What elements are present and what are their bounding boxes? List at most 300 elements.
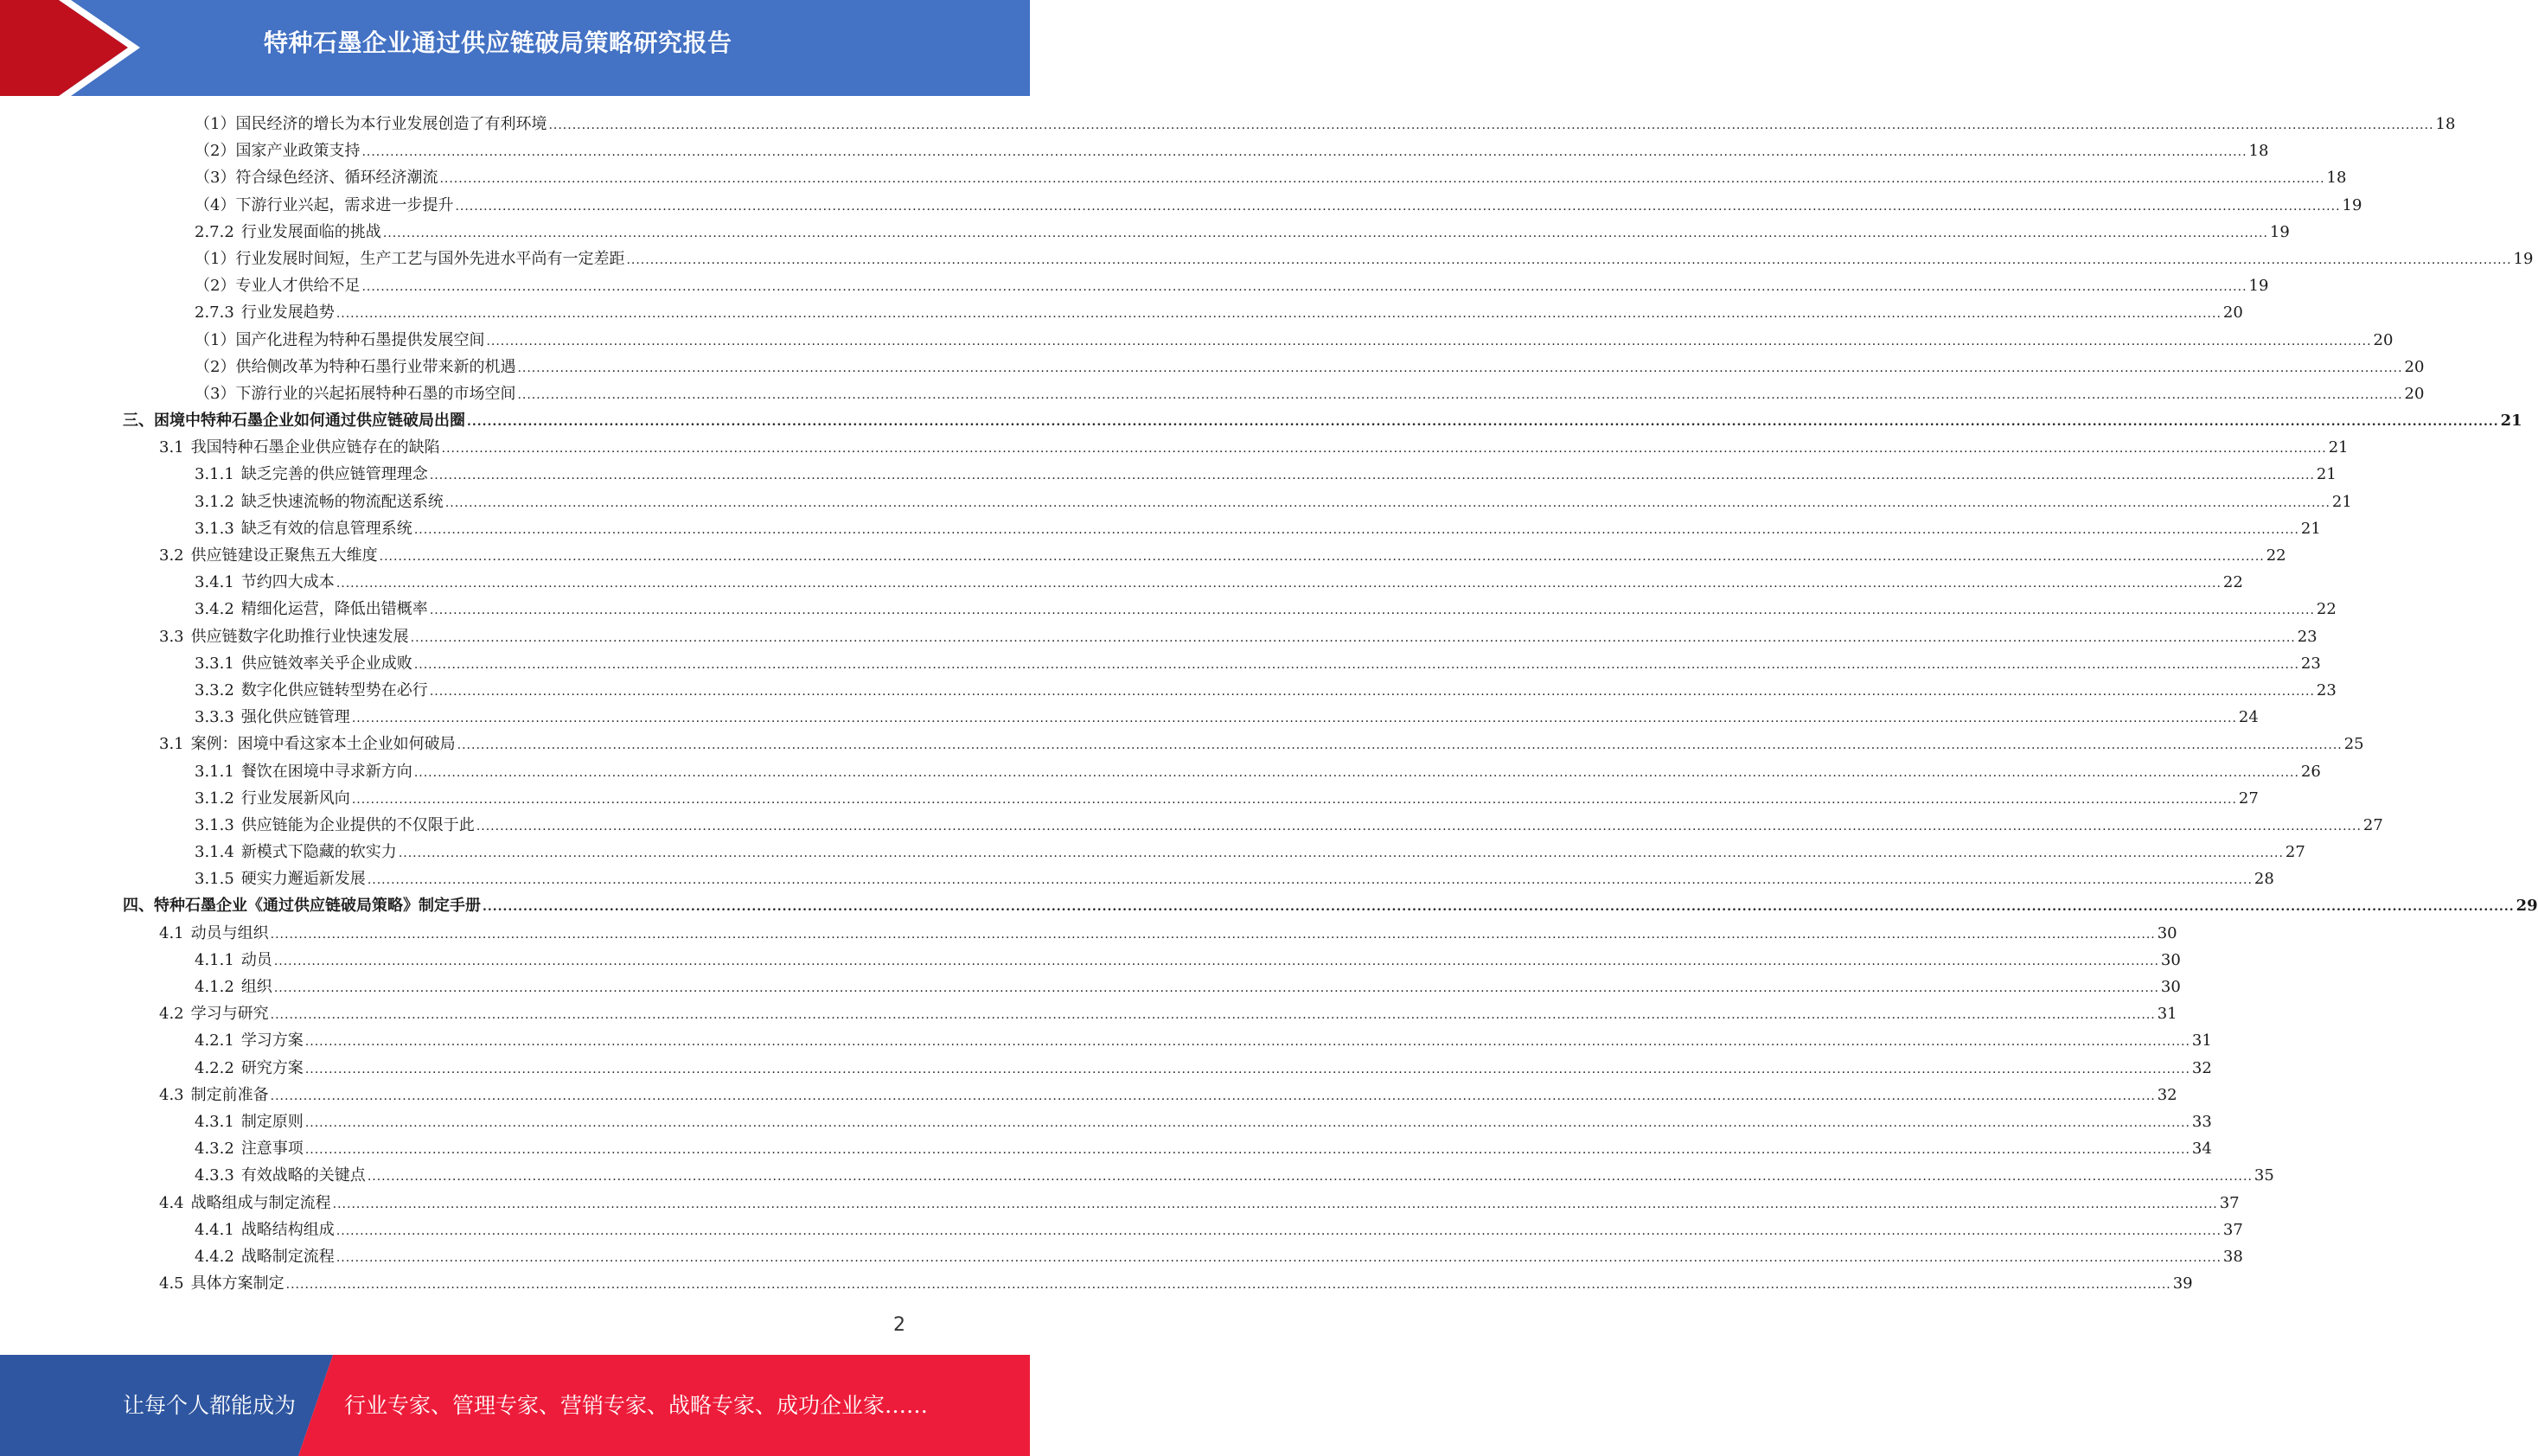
- toc-entry-number: 4.3.3: [195, 1166, 234, 1185]
- footer-slogan-right: 行业专家、管理专家、营销专家、战略专家、成功企业家……: [344, 1393, 929, 1418]
- toc-entry-line: [159, 542, 2286, 571]
- toc-entry-page: 33: [2191, 1112, 2212, 1131]
- toc-dot-leader: ................................................................................................................................................................................................................................................................................................................................................................................................................: [304, 1062, 2190, 1076]
- toc-entry[interactable]: [0, 111, 2456, 137]
- toc-entry-number: 3.1: [159, 735, 184, 754]
- toc-entry-page: 21: [2300, 519, 2321, 538]
- toc-entry-page: 27: [2238, 789, 2259, 808]
- toc-entry-label: [159, 920, 269, 947]
- toc-dot-leader: ................................................................................................................................................................................................................................................................................................................................................................................................................: [548, 118, 2434, 132]
- toc-entry-label: [123, 407, 465, 434]
- toc-dot-leader: ................................................................................................................................................................................................................................................................................................................................................................................................................: [398, 846, 2284, 861]
- toc-entry[interactable]: [0, 1270, 2193, 1297]
- toc-entry[interactable]: [0, 1162, 2274, 1189]
- toc-dot-leader: ................................................................................................................................................................................................................................................................................................................................................................................................................: [626, 252, 2512, 267]
- toc-dot-leader: ................................................................................................................................................................................................................................................................................................................................................................................................................: [429, 684, 2315, 699]
- toc-entry[interactable]: [0, 380, 2425, 407]
- toc-entry-number: 3.1.5: [195, 870, 234, 889]
- toc-entry[interactable]: [0, 785, 2259, 812]
- toc-entry-line: [195, 1217, 2243, 1245]
- toc-entry-line: [195, 164, 2347, 193]
- toc-entry-line: [195, 219, 2290, 247]
- toc-entry-label: [195, 865, 366, 892]
- toc-entry-label: [195, 677, 428, 704]
- toc-entry-label: [195, 785, 350, 812]
- document-title: 特种石墨企业通过供应链破局策略研究报告: [264, 29, 732, 57]
- toc-entry-title: 战略制定流程: [240, 1247, 335, 1266]
- toc-entry[interactable]: [0, 731, 2364, 757]
- toc-entry-number: 4.2.1: [195, 1031, 234, 1050]
- toc-entry-title: （3）符合绿色经济、循环经济潮流: [195, 169, 438, 188]
- toc-entry-label: [195, 758, 412, 785]
- toc-entry[interactable]: [0, 1243, 2243, 1270]
- toc-entry-page: 29: [2516, 897, 2538, 916]
- toc-entry-title: （2）专业人才供给不足: [195, 277, 361, 296]
- toc-entry-page: 30: [2160, 950, 2181, 969]
- toc-entry-title: 缺乏完善的供应链管理理念: [240, 465, 428, 484]
- toc-entry-label: [195, 1055, 304, 1082]
- toc-entry-label: [195, 489, 444, 515]
- toc-entry[interactable]: [0, 1082, 2177, 1108]
- toc-entry[interactable]: [0, 272, 2269, 299]
- toc-entry-title: 供应链建设正聚焦五大维度: [190, 546, 378, 565]
- toc-entry-page: 22: [2316, 600, 2337, 619]
- toc-entry-page: 38: [2222, 1247, 2243, 1266]
- toc-entry-title: （2）国家产业政策支持: [195, 142, 361, 161]
- toc-entry-number: 3.1.4: [195, 843, 234, 862]
- toc-entry-label: [195, 192, 453, 219]
- toc-entry-line: [159, 731, 2364, 759]
- toc-entry-number: 3.1.1: [195, 762, 234, 781]
- toc-entry[interactable]: [0, 164, 2347, 191]
- toc-entry-line: [195, 1243, 2243, 1272]
- toc-entry-number: 4.4: [159, 1193, 184, 1212]
- toc-entry-title: 精细化运营，降低出错概率: [240, 600, 428, 619]
- toc-entry-page: 20: [2404, 384, 2425, 403]
- toc-dot-leader: ................................................................................................................................................................................................................................................................................................................................................................................................................: [379, 550, 2265, 564]
- toc-entry[interactable]: [0, 758, 2321, 785]
- toc-entry-number: 4.3.2: [195, 1140, 234, 1159]
- toc-entry-number: 3.3.1: [195, 654, 234, 673]
- toc-entry-page: 21: [2500, 412, 2522, 431]
- toc-entry-label: [159, 542, 378, 569]
- toc-entry-page: 32: [2191, 1058, 2212, 1077]
- toc-dot-leader: ................................................................................................................................................................................................................................................................................................................................................................................................................: [270, 927, 2156, 942]
- toc-entry-number: 3.1.3: [195, 815, 234, 834]
- toc-entry[interactable]: [0, 650, 2321, 677]
- toc-entry[interactable]: [0, 974, 2181, 1000]
- toc-entry-line: [195, 299, 2243, 328]
- toc-entry-title: 研究方案: [240, 1058, 304, 1077]
- toc-dot-leader: ................................................................................................................................................................................................................................................................................................................................................................................................................: [429, 603, 2315, 618]
- toc-entry-label: [195, 974, 272, 1000]
- toc-entry-line: [159, 623, 2317, 652]
- toc-entry-title: 行业发展新风向: [240, 789, 350, 808]
- toc-entry-number: 4.2.2: [195, 1058, 234, 1077]
- toc-entry[interactable]: [0, 1000, 2177, 1027]
- toc-entry[interactable]: [0, 299, 2243, 326]
- toc-entry-label: [195, 219, 381, 246]
- toc-entry[interactable]: [0, 515, 2321, 542]
- toc-dot-leader: ................................................................................................................................................................................................................................................................................................................................................................................................................: [455, 199, 2341, 214]
- toc-entry-number: 3.3.2: [195, 680, 234, 699]
- toc-entry-line: [195, 192, 2362, 220]
- toc-entry-page: 37: [2219, 1193, 2240, 1212]
- page-number: 2: [893, 1314, 905, 1336]
- toc-entry-number: 4.1.1: [195, 950, 234, 969]
- toc-entry-title: 注意事项: [240, 1140, 304, 1159]
- toc-entry-page: 24: [2238, 708, 2259, 727]
- toc-entry-number: 3.2: [159, 546, 184, 565]
- toc-entry-number: 4.3: [159, 1085, 184, 1104]
- toc-entry-page: 23: [2300, 654, 2321, 673]
- toc-entry-line: [195, 111, 2456, 139]
- toc-entry-number: 3.4.1: [195, 573, 234, 592]
- toc-entry-title: 具体方案制定: [190, 1274, 284, 1293]
- toc-entry-line: [195, 947, 2181, 975]
- toc-entry-page: 31: [2191, 1031, 2212, 1050]
- toc-entry-line: [195, 489, 2352, 517]
- toc-entry[interactable]: [0, 947, 2181, 974]
- toc-dot-leader: ................................................................................................................................................................................................................................................................................................................................................................................................................: [439, 172, 2325, 187]
- toc-dot-leader: ................................................................................................................................................................................................................................................................................................................................................................................................................: [413, 657, 2299, 672]
- toc-dot-leader: ................................................................................................................................................................................................................................................................................................................................................................................................................: [441, 442, 2327, 457]
- toc-entry-line: [159, 1000, 2177, 1029]
- toc-dot-leader: ................................................................................................................................................................................................................................................................................................................................................................................................................: [351, 712, 2237, 726]
- toc-entry-label: [195, 461, 428, 488]
- toc-entry-title: （1）国民经济的增长为本行业发展创造了有利环境: [195, 115, 547, 133]
- toc-entry-page: 20: [2404, 357, 2425, 376]
- toc-entry-title: 三、困境中特种石墨企业如何通过供应链破局出圈: [123, 412, 465, 431]
- toc-entry-page: 37: [2222, 1220, 2243, 1239]
- toc-entry-title: 供应链数字化助推行业快速发展: [190, 627, 409, 646]
- toc-entry-line: [159, 1270, 2193, 1299]
- toc-entry-label: [159, 1082, 269, 1108]
- toc-entry-line: [195, 1135, 2212, 1164]
- toc-entry-label: [195, 1243, 335, 1270]
- toc-entry-label: [195, 515, 412, 542]
- toc-entry-line: [159, 1190, 2240, 1218]
- page-header: [0, 0, 1030, 96]
- toc-entry-label: [195, 1027, 304, 1054]
- toc-entry[interactable]: [0, 137, 2269, 164]
- toc-entry-number: 4.2: [159, 1005, 184, 1024]
- toc-dot-leader: ................................................................................................................................................................................................................................................................................................................................................................................................................: [361, 280, 2247, 295]
- table-of-contents: [0, 111, 2538, 1297]
- toc-entry-line: [195, 1027, 2212, 1056]
- toc-entry-title: 组织: [240, 978, 272, 996]
- toc-dot-leader: ................................................................................................................................................................................................................................................................................................................................................................................................................: [273, 981, 2159, 995]
- toc-entry-label: [195, 1108, 304, 1135]
- toc-entry[interactable]: [0, 839, 2305, 865]
- toc-entry-page: 21: [2331, 492, 2352, 511]
- toc-entry-number: 3.1.1: [195, 465, 234, 484]
- toc-dot-leader: ................................................................................................................................................................................................................................................................................................................................................................................................................: [382, 226, 2268, 240]
- page-footer: [0, 1355, 1030, 1456]
- toc-entry-page: 22: [2266, 546, 2286, 565]
- toc-entry[interactable]: [0, 219, 2290, 246]
- toc-entry[interactable]: [0, 865, 2274, 892]
- toc-entry-line: [195, 785, 2259, 814]
- toc-entry-page: 18: [2326, 169, 2347, 188]
- toc-entry-line: [195, 974, 2181, 1002]
- toc-entry-line: [195, 354, 2425, 382]
- toc-entry-page: 27: [2362, 815, 2383, 834]
- toc-entry-page: 27: [2285, 843, 2305, 862]
- toc-entry-line: [195, 327, 2394, 355]
- toc-entry-line: [195, 677, 2337, 706]
- toc-entry-number: 4.4.2: [195, 1247, 234, 1266]
- toc-entry[interactable]: [0, 892, 2538, 919]
- toc-dot-leader: ................................................................................................................................................................................................................................................................................................................................................................................................................: [351, 792, 2237, 807]
- toc-entry-title: 学习与研究: [190, 1005, 269, 1024]
- toc-entry-label: [195, 246, 624, 272]
- toc-entry[interactable]: [0, 354, 2425, 380]
- toc-dot-leader: ................................................................................................................................................................................................................................................................................................................................................................................................................: [486, 334, 2372, 348]
- toc-entry-number: 4.5: [159, 1274, 184, 1293]
- footer-slogan-left: 让每个人都能成为: [123, 1393, 297, 1418]
- toc-entry-line: [195, 246, 2534, 274]
- toc-entry-label: [195, 704, 350, 731]
- toc-entry-page: 19: [2269, 222, 2290, 241]
- toc-entry-page: 20: [2222, 303, 2243, 322]
- toc-entry-page: 30: [2160, 978, 2181, 996]
- toc-entry-page: 26: [2300, 762, 2321, 781]
- toc-entry-line: [195, 569, 2243, 597]
- toc-entry-line: [195, 380, 2425, 409]
- toc-dot-leader: ................................................................................................................................................................................................................................................................................................................................................................................................................: [336, 307, 2222, 322]
- toc-entry-label: [195, 164, 438, 191]
- toc-entry-page: 22: [2222, 573, 2243, 592]
- toc-entry-label: [195, 354, 515, 380]
- toc-entry-title: 硬实力邂逅新发展: [240, 870, 366, 889]
- toc-entry[interactable]: [0, 542, 2286, 569]
- toc-entry[interactable]: [0, 327, 2394, 354]
- toc-entry-page: 32: [2157, 1085, 2177, 1104]
- toc-entry-label: [195, 111, 547, 137]
- toc-entry-title: （1）国产化进程为特种石墨提供发展空间: [195, 330, 485, 349]
- toc-entry-line: [195, 758, 2321, 787]
- toc-entry-line: [159, 920, 2177, 948]
- toc-dot-leader: ................................................................................................................................................................................................................................................................................................................................................................................................................: [476, 819, 2362, 833]
- toc-entry-page: 25: [2343, 735, 2364, 754]
- toc-entry-number: 3.1.2: [195, 789, 234, 808]
- toc-entry-title: 缺乏有效的信息管理系统: [240, 519, 412, 538]
- toc-entry-page: 18: [2248, 142, 2269, 161]
- toc-entry-title: 学习方案: [240, 1031, 304, 1050]
- toc-entry[interactable]: [0, 1027, 2212, 1054]
- toc-entry-label: [195, 812, 475, 839]
- toc-entry-label: [159, 434, 440, 461]
- toc-dot-leader: ................................................................................................................................................................................................................................................................................................................................................................................................................: [517, 361, 2403, 375]
- toc-entry-page: 35: [2254, 1166, 2274, 1185]
- toc-entry-line: [195, 137, 2269, 166]
- toc-entry-line: [159, 1082, 2177, 1110]
- toc-dot-leader: ................................................................................................................................................................................................................................................................................................................................................................................................................: [336, 577, 2222, 591]
- toc-entry-line: [195, 812, 2383, 840]
- toc-entry[interactable]: [0, 407, 2522, 434]
- toc-entry[interactable]: [0, 246, 2534, 272]
- toc-entry-label: [195, 137, 360, 164]
- toc-entry-line: [195, 865, 2274, 894]
- toc-entry[interactable]: [0, 920, 2177, 947]
- toc-dot-leader: ................................................................................................................................................................................................................................................................................................................................................................................................................: [304, 1115, 2190, 1130]
- toc-entry-title: 行业发展趋势: [240, 303, 335, 322]
- toc-entry[interactable]: [0, 192, 2362, 219]
- toc-entry-title: 我国特种石墨企业供应链存在的缺陷: [190, 438, 440, 457]
- toc-entry-title: 餐饮在困境中寻求新方向: [240, 762, 412, 781]
- toc-entry[interactable]: [0, 569, 2243, 596]
- toc-entry-label: [195, 299, 335, 326]
- toc-entry-title: 缺乏快速流畅的物流配送系统: [240, 492, 444, 511]
- toc-entry-page: 23: [2316, 680, 2337, 699]
- toc-entry-number: 3.3.3: [195, 708, 234, 727]
- toc-entry-number: 3.3: [159, 627, 184, 646]
- toc-entry-title: 节约四大成本: [240, 573, 335, 592]
- toc-dot-leader: ................................................................................................................................................................................................................................................................................................................................................................................................................: [517, 387, 2403, 402]
- toc-entry-label: [195, 1217, 335, 1243]
- toc-entry-number: 4.1.2: [195, 978, 234, 996]
- toc-dot-leader: ................................................................................................................................................................................................................................................................................................................................................................................................................: [361, 145, 2247, 160]
- toc-entry-title: 四、特种石墨企业《通过供应链破局策略》制定手册: [123, 897, 481, 916]
- toc-entry-label: [195, 327, 484, 354]
- toc-entry[interactable]: [0, 704, 2259, 731]
- toc-dot-leader: ................................................................................................................................................................................................................................................................................................................................................................................................................: [273, 954, 2159, 968]
- toc-entry-title: 制定前准备: [190, 1085, 269, 1104]
- toc-dot-leader: ................................................................................................................................................................................................................................................................................................................................................................................................................: [336, 1250, 2222, 1265]
- toc-entry-line: [123, 407, 2522, 436]
- toc-entry-number: 4.3.1: [195, 1112, 234, 1131]
- toc-dot-leader: ................................................................................................................................................................................................................................................................................................................................................................................................................: [285, 1278, 2171, 1293]
- toc-entry-label: [123, 892, 481, 919]
- toc-entry-label: [195, 272, 360, 299]
- toc-entry[interactable]: [0, 1055, 2212, 1082]
- toc-entry-line: [195, 515, 2321, 544]
- toc-entry-label: [195, 650, 412, 677]
- toc-entry-line: [195, 1108, 2212, 1137]
- toc-entry[interactable]: [0, 812, 2383, 839]
- toc-entry-number: 4.4.1: [195, 1220, 234, 1239]
- toc-entry-line: [195, 704, 2259, 732]
- toc-entry-label: [159, 1190, 331, 1217]
- toc-entry-label: [195, 839, 397, 865]
- toc-entry-page: 18: [2435, 115, 2456, 133]
- toc-entry-page: 19: [2248, 277, 2269, 296]
- toc-entry-line: [195, 272, 2269, 301]
- toc-entry-title: 新模式下隐藏的软实力: [240, 843, 397, 862]
- toc-entry-line: [195, 650, 2321, 679]
- toc-dot-leader: ................................................................................................................................................................................................................................................................................................................................................................................................................: [332, 1197, 2218, 1211]
- toc-entry-label: [195, 947, 272, 974]
- toc-entry-label: [159, 623, 409, 650]
- toc-dot-leader: ................................................................................................................................................................................................................................................................................................................................................................................................................: [410, 630, 2296, 645]
- toc-entry[interactable]: [0, 434, 2349, 461]
- toc-entry-title: 供应链效率关乎企业成败: [240, 654, 412, 673]
- toc-entry-line: [123, 892, 2538, 921]
- toc-entry-title: 数字化供应链转型势在必行: [240, 680, 428, 699]
- toc-dot-leader: ................................................................................................................................................................................................................................................................................................................................................................................................................: [413, 765, 2299, 780]
- toc-entry-title: 案例：困境中看这家本土企业如何破局: [190, 735, 456, 754]
- toc-entry-page: 19: [2342, 195, 2362, 214]
- toc-entry-number: 3.4.2: [195, 600, 234, 619]
- toc-entry-label: [195, 380, 515, 407]
- toc-entry[interactable]: [0, 461, 2337, 488]
- toc-entry[interactable]: [0, 1217, 2243, 1243]
- toc-entry-label: [159, 1270, 284, 1297]
- toc-entry-label: [195, 596, 428, 623]
- toc-dot-leader: ................................................................................................................................................................................................................................................................................................................................................................................................................: [270, 1089, 2156, 1103]
- toc-entry-title: （2）供给侧改革为特种石墨行业带来新的机遇: [195, 357, 516, 376]
- toc-entry-page: 23: [2297, 627, 2317, 646]
- toc-entry-label: [195, 1135, 304, 1162]
- toc-entry-number: 3.1: [159, 438, 184, 457]
- toc-entry-number: 2.7.2: [195, 222, 234, 241]
- toc-dot-leader: ................................................................................................................................................................................................................................................................................................................................................................................................................: [467, 415, 2499, 430]
- toc-entry[interactable]: [0, 623, 2317, 650]
- toc-entry-page: 34: [2191, 1140, 2212, 1159]
- toc-dot-leader: ................................................................................................................................................................................................................................................................................................................................................................................................................: [457, 738, 2343, 753]
- toc-entry-number: 3.1.3: [195, 519, 234, 538]
- toc-entry[interactable]: [0, 489, 2352, 515]
- toc-entry-number: 3.1.2: [195, 492, 234, 511]
- toc-entry[interactable]: [0, 1190, 2240, 1217]
- toc-entry-label: [195, 569, 335, 596]
- toc-entry[interactable]: [0, 677, 2337, 704]
- toc-entry-page: 21: [2316, 465, 2337, 484]
- toc-entry-line: [159, 434, 2349, 463]
- toc-entry-title: （4）下游行业兴起，需求进一步提升: [195, 195, 454, 214]
- toc-entry-title: 动员与组织: [190, 923, 269, 942]
- toc-dot-leader: ................................................................................................................................................................................................................................................................................................................................................................................................................: [429, 469, 2315, 483]
- toc-entry-page: 28: [2254, 870, 2274, 889]
- toc-entry-title: 战略组成与制定流程: [190, 1193, 331, 1212]
- toc-entry-label: [159, 1000, 269, 1027]
- toc-entry-label: [159, 731, 456, 757]
- toc-entry-page: 39: [2172, 1274, 2193, 1293]
- toc-entry-line: [195, 1162, 2274, 1191]
- toc-dot-leader: ................................................................................................................................................................................................................................................................................................................................................................................................................: [367, 873, 2253, 888]
- toc-entry-number: 4.1: [159, 923, 184, 942]
- toc-entry-title: 强化供应链管理: [240, 708, 350, 727]
- toc-entry-title: 战略结构组成: [240, 1220, 335, 1239]
- toc-entry-line: [195, 461, 2337, 489]
- toc-entry-title: 动员: [240, 950, 272, 969]
- toc-entry-line: [195, 596, 2337, 624]
- toc-entry-title: 行业发展面临的挑战: [240, 222, 381, 241]
- toc-dot-leader: ................................................................................................................................................................................................................................................................................................................................................................................................................: [367, 1170, 2253, 1185]
- toc-entry-page: 20: [2373, 330, 2394, 349]
- toc-entry-title: （1）行业发展时间短，生产工艺与国外先进水平尚有一定差距: [195, 249, 625, 268]
- toc-dot-leader: ................................................................................................................................................................................................................................................................................................................................................................................................................: [413, 522, 2299, 537]
- toc-entry[interactable]: [0, 596, 2337, 623]
- toc-entry-label: [195, 1162, 366, 1189]
- toc-entry-title: （3）下游行业的兴起拓展特种石墨的市场空间: [195, 384, 516, 403]
- toc-entry-title: 供应链能为企业提供的不仅限于此: [240, 815, 475, 834]
- toc-entry[interactable]: [0, 1135, 2212, 1162]
- toc-dot-leader: ................................................................................................................................................................................................................................................................................................................................................................................................................: [483, 900, 2515, 915]
- toc-dot-leader: ................................................................................................................................................................................................................................................................................................................................................................................................................: [444, 495, 2330, 510]
- toc-entry-page: 19: [2513, 249, 2534, 268]
- toc-dot-leader: ................................................................................................................................................................................................................................................................................................................................................................................................................: [304, 1143, 2190, 1158]
- toc-entry[interactable]: [0, 1108, 2212, 1135]
- toc-entry-title: 制定原则: [240, 1112, 304, 1131]
- toc-dot-leader: ................................................................................................................................................................................................................................................................................................................................................................................................................: [304, 1035, 2190, 1050]
- toc-entry-page: 21: [2328, 438, 2349, 457]
- toc-entry-page: 30: [2157, 923, 2177, 942]
- toc-dot-leader: ................................................................................................................................................................................................................................................................................................................................................................................................................: [270, 1008, 2156, 1023]
- toc-entry-line: [195, 839, 2305, 867]
- toc-dot-leader: ................................................................................................................................................................................................................................................................................................................................................................................................................: [336, 1223, 2222, 1238]
